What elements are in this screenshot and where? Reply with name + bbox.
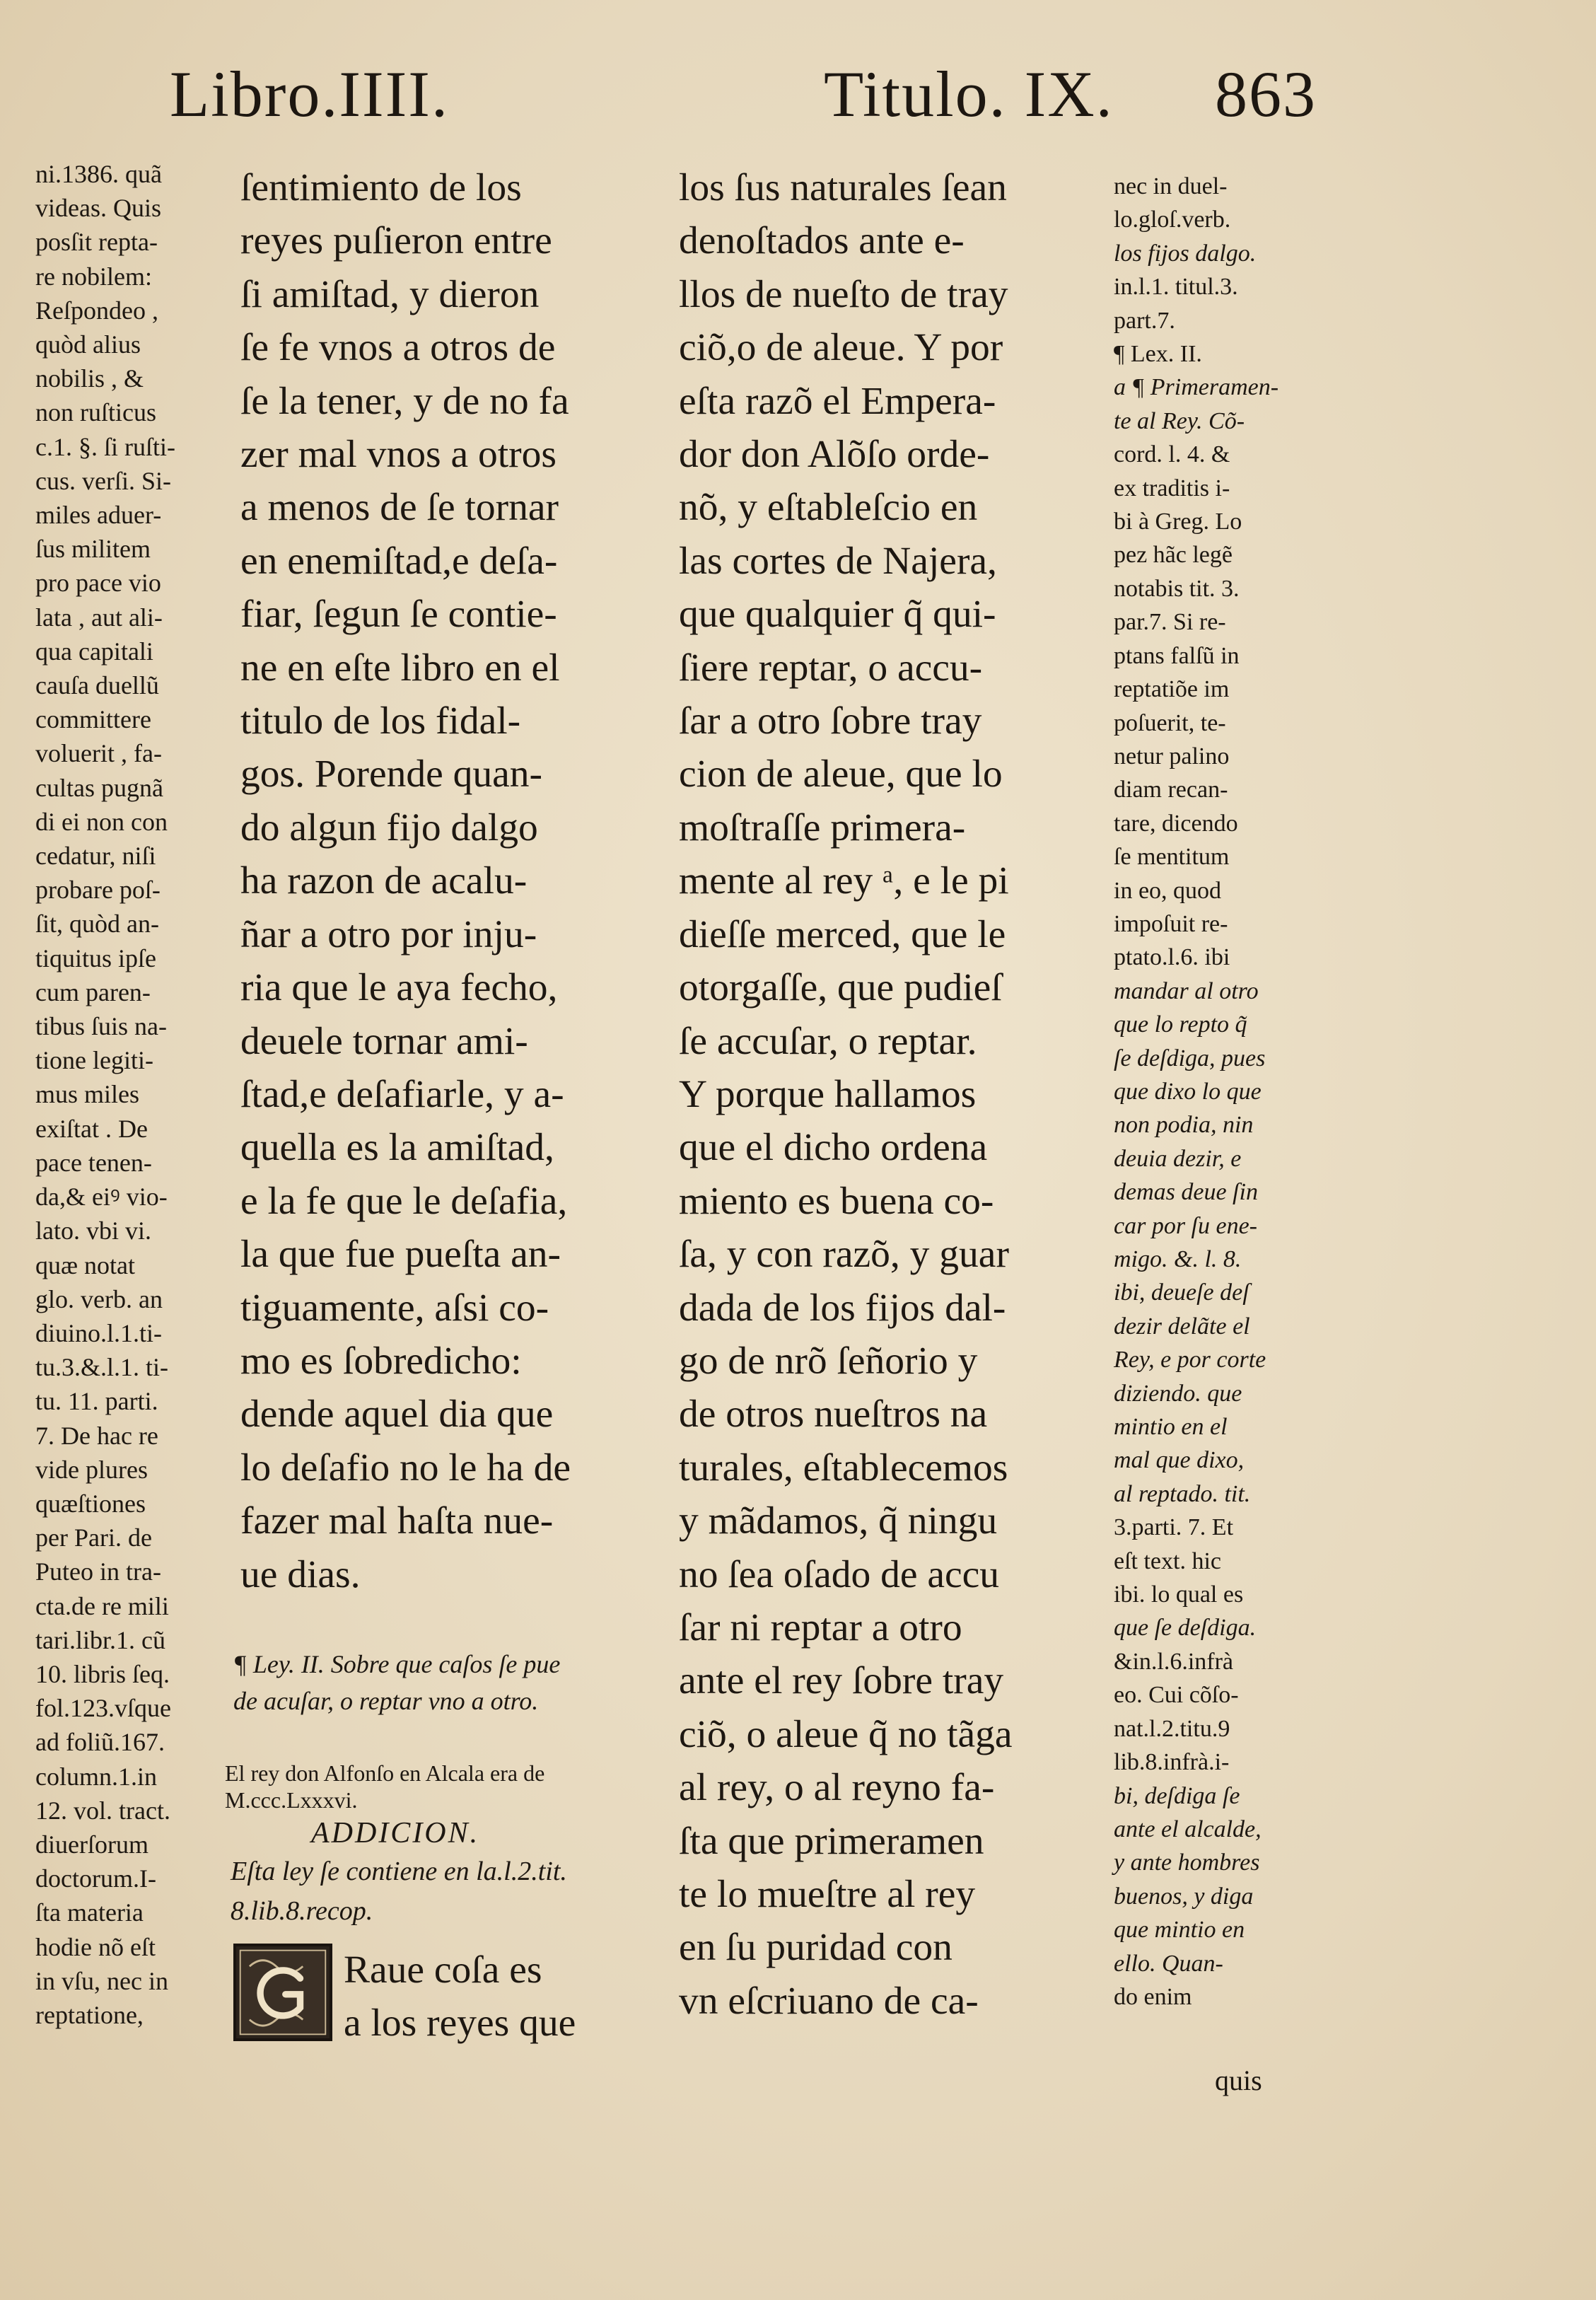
margin-gloss-line: ſit, quòd an- (35, 910, 159, 939)
margin-gloss-line: mus miles (35, 1080, 140, 1109)
margin-gloss-line: cum paren- (35, 977, 151, 1006)
margin-gloss-line: eſt text. hic (1114, 1547, 1222, 1574)
margin-gloss-line: tu. 11. parti. (35, 1387, 158, 1416)
margin-gloss-line: tari.libr.1. cũ (35, 1625, 165, 1654)
margin-gloss-line: posſit repta- (35, 228, 158, 257)
law-heading-line-2: de acuſar, o reptar vno a otro. (233, 1687, 539, 1715)
margin-gloss-line: ad foliũ.167. (35, 1728, 165, 1757)
margin-gloss-line: ptato.l.6. ibi (1114, 944, 1230, 971)
margin-gloss-line: per Pari. de (35, 1523, 152, 1552)
margin-gloss-line: qua capitali (35, 637, 153, 666)
text-line: tiguamente, aſsi co- (240, 1286, 549, 1330)
margin-gloss-line: bi, deſdiga ſe (1114, 1782, 1240, 1809)
text-line: zer mal vnos a otros (240, 433, 557, 477)
margin-gloss-line: in vſu, nec in (35, 1966, 168, 1995)
addicion-line-2: 8.lib.8.recop. (231, 1896, 373, 1926)
margin-gloss-line: committere (35, 705, 151, 734)
text-line: lo deſafio no le ha de (240, 1446, 571, 1489)
text-line: ſa, y con razõ, y guar (679, 1233, 1009, 1277)
margin-gloss-line: part.7. (1114, 307, 1175, 334)
margin-gloss-line: exiſtat . De (35, 1114, 148, 1143)
margin-gloss-line: videas. Quis (35, 194, 161, 223)
text-line: a menos de ſe tornar (240, 486, 559, 530)
text-line: ſentimiento de los (240, 166, 522, 209)
main-column-2 (679, 161, 1103, 2028)
margin-gloss-line: mal que dixo, (1114, 1447, 1245, 1474)
text-line: ſe la tener, y de no fa (240, 379, 569, 423)
text-line: que el dicho ordena (679, 1126, 988, 1170)
text-line: ciõ,o de aleue. Y por (679, 326, 1003, 370)
margin-gloss-line: ibi, deueſe deſ (1114, 1279, 1250, 1306)
margin-gloss-line: da,& eiꝰ vio- (35, 1183, 168, 1212)
addicion-line-1: Eſta ley ſe contiene en la.l.2.tit. (231, 1857, 567, 1886)
text-line: titulo de los fidal- (240, 699, 521, 743)
margin-gloss-line: glo. verb. an (35, 1284, 163, 1313)
text-line: quella es la amiſtad, (240, 1126, 554, 1170)
margin-gloss-line: ¶ Lex. II. (1114, 341, 1202, 368)
text-line: de otros nueſtros na (679, 1393, 988, 1436)
text-line: mo es ſobredicho: (240, 1339, 522, 1383)
margin-gloss-line: impoſuit re- (1114, 910, 1228, 937)
margin-gloss-line: que ſe deſdiga. (1114, 1615, 1257, 1642)
text-line: moſtraſſe primera- (679, 806, 966, 849)
margin-gloss-line: lato. vbi vi. (35, 1216, 151, 1245)
margin-gloss-line: que dixo lo que (1114, 1078, 1262, 1105)
text-line: vn eſcriuano de ca- (679, 1979, 979, 2023)
text-line: no ſea oſado de accu (679, 1552, 1000, 1596)
margin-gloss-line: ſus militem (35, 535, 151, 564)
margin-gloss-line: do enim (1114, 1983, 1192, 2010)
running-head-book: Libro.IIII. (170, 58, 449, 130)
text-line: dende aquel dia que (240, 1393, 554, 1436)
margin-gloss-line: lo.gloſ.verb. (1114, 207, 1231, 233)
margin-gloss-line: al reptado. tit. (1114, 1480, 1251, 1507)
text-line: las cortes de Najera, (679, 539, 997, 583)
margin-gloss-line: tare, dicendo (1114, 810, 1238, 837)
margin-gloss-line: que mintio en (1114, 1917, 1245, 1944)
margin-gloss-line: voluerit , fa- (35, 739, 162, 768)
margin-gloss-line: cus. verſi. Si- (35, 466, 171, 495)
text-line: y mãdamos, q̃ ningu (679, 1499, 998, 1543)
margin-gloss-line: demas deue ſin (1114, 1179, 1258, 1206)
text-line: ſe fe vnos a otros de (240, 326, 556, 370)
text-line: do algun fijo dalgo (240, 806, 538, 849)
text-line: nõ, y eſtableſcio en (679, 486, 978, 530)
text-line: al rey, o al reyno fa- (679, 1766, 995, 1810)
margin-gloss-line: nec in duel- (1114, 173, 1228, 199)
margin-gloss-line: quæſtiones (35, 1489, 146, 1518)
margin-gloss-line: ſta materia (35, 1898, 144, 1927)
margin-gloss-line: ello. Quan- (1114, 1950, 1223, 1977)
addicion-title: ADDICION. (311, 1817, 480, 1849)
margin-gloss-line: diuino.l.1.ti- (35, 1318, 162, 1347)
margin-gloss-line: cedatur, niſi (35, 842, 156, 871)
margin-gloss-line: vide plures (35, 1455, 148, 1484)
margin-gloss-line: lata , aut ali- (35, 603, 163, 632)
text-line: ſi amiſtad, y dieron (240, 272, 540, 316)
margin-gloss-line: Rey, e por corte (1114, 1347, 1266, 1373)
margin-gloss-line: non podia, nin (1114, 1112, 1254, 1139)
text-line: te lo mueſtre al rey (679, 1873, 976, 1916)
margin-gloss-line: pro pace vio (35, 569, 161, 598)
text-line: llos de nueſto de tray (679, 272, 1008, 316)
margin-gloss-line: los fijos dalgo. (1114, 240, 1257, 267)
margin-gloss-line: cord. l. 4. & (1114, 441, 1230, 468)
margin-gloss-line: probare poſ- (35, 876, 161, 905)
text-line: en ſu puridad con (679, 1926, 953, 1970)
text-line: dor don Alõſo orde- (679, 433, 990, 477)
text-line: eſta razõ el Empera- (679, 379, 996, 423)
text-line: gos. Porende quan- (240, 753, 542, 796)
margin-gloss-line: diziendo. que (1114, 1380, 1242, 1407)
margin-gloss-line: re nobilem: (35, 262, 152, 291)
margin-gloss-line: pez hãc legẽ (1114, 542, 1233, 569)
margin-gloss-line: dezir delãte el (1114, 1313, 1250, 1340)
text-line: ſiere reptar, o accu- (679, 646, 983, 690)
text-line: cion de aleue, que lo (679, 753, 1003, 796)
margin-gloss-line: nobilis , & (35, 364, 144, 393)
text-line: ciõ, o aleue q̃ no tãga (679, 1712, 1013, 1756)
margin-gloss-line: cta.de re mili (35, 1591, 169, 1620)
margin-gloss-line: mintio en el (1114, 1414, 1228, 1441)
margin-gloss-line: deuia dezir, e (1114, 1145, 1242, 1172)
margin-gloss-line: tione legiti- (35, 1046, 153, 1075)
text-line: en enemiſtad,e deſa- (240, 539, 558, 583)
text-line: miento es buena co- (679, 1179, 994, 1223)
margin-gloss-line: poſuerit, te- (1114, 709, 1226, 736)
margin-gloss-line: di ei non con (35, 807, 168, 836)
folio-number: 863 (1215, 58, 1317, 130)
margin-gloss-line: fol.123.vſque (35, 1694, 171, 1723)
margin-gloss-line: miles aduer- (35, 501, 162, 530)
text-line: ñar a otro por inju- (240, 912, 537, 956)
margin-gloss-line: ptans falſũ in (1114, 642, 1240, 669)
margin-gloss-line: 7. De hac re (35, 1421, 158, 1450)
margin-gloss-line: migo. &. l. 8. (1114, 1246, 1242, 1272)
margin-gloss-line: in.l.1. titul.3. (1114, 274, 1238, 301)
margin-gloss-line: diam recan- (1114, 777, 1228, 803)
law-heading-line-1: ¶ Ley. II. Sobre que caſos ſe pue (233, 1650, 561, 1678)
right-margin-gloss (1114, 170, 1326, 2014)
text-line: los ſus naturales ſean (679, 166, 1007, 209)
text-line: ne en eſte libro en el (240, 646, 560, 690)
margin-gloss-line: Puteo in tra- (35, 1557, 161, 1586)
margin-gloss-line: ante el alcalde, (1114, 1816, 1262, 1842)
text-line: ſtad,e deſafiarle, y a- (240, 1072, 564, 1116)
text-line: dieſſe merced, que le (679, 912, 1006, 956)
margin-gloss-line: notabis tit. 3. (1114, 575, 1240, 602)
margin-gloss-line: pace tenen- (35, 1148, 152, 1177)
text-line: fiar, ſegun ſe contie- (240, 593, 557, 637)
text-line: ſar ni reptar a otro (679, 1605, 962, 1649)
margin-gloss-line: y ante hombres (1114, 1849, 1260, 1876)
law-source-line-2: M.ccc.Lxxxvi. (225, 1787, 358, 1813)
margin-gloss-line: quæ notat (35, 1250, 135, 1279)
margin-gloss-line: 10. libris ſeq. (35, 1659, 170, 1688)
text-line: denoſtados ante e- (679, 219, 965, 263)
margin-gloss-line: &in.l.6.infrà (1114, 1648, 1234, 1675)
margin-gloss-line: mandar al otro (1114, 977, 1259, 1004)
text-line: ſar a otro ſobre tray (679, 699, 982, 743)
margin-gloss-line: bi à Greg. Lo (1114, 509, 1242, 535)
margin-gloss-line: par.7. Si re- (1114, 609, 1226, 636)
text-line: ante el rey ſobre tray (679, 1659, 1004, 1703)
margin-gloss-line: cauſa duellũ (35, 671, 159, 700)
margin-gloss-line: hodie nõ eſt (35, 1932, 156, 1961)
margin-gloss-line: reptatione, (35, 2000, 144, 2029)
margin-gloss-line: lib.8.infrà.i- (1114, 1749, 1230, 1776)
decorated-initial-g-icon (233, 1944, 332, 2041)
margin-gloss-line: ni.1386. quã (35, 160, 162, 188)
margin-gloss-line: 12. vol. tract. (35, 1796, 170, 1825)
margin-gloss-line: diuerſorum (35, 1830, 148, 1859)
text-line: turales, eſtablecemos (679, 1446, 1008, 1489)
margin-gloss-line: que lo repto q̃ (1114, 1011, 1247, 1038)
margin-gloss-line: cultas pugnã (35, 773, 163, 802)
margin-gloss-line: in eo, quod (1114, 877, 1222, 904)
opening-line-1: Raue coſa es (344, 1948, 542, 1992)
left-margin-gloss (35, 157, 219, 2032)
law-source-line-1: El rey don Alfonſo en Alcala era de (225, 1760, 545, 1786)
margin-gloss-line: ex traditis i- (1114, 475, 1230, 501)
main-column-1 (240, 161, 658, 1601)
text-line: otorgaſſe, que pudieſ (679, 966, 1002, 1010)
text-line: la que fue pueſta an- (240, 1233, 561, 1277)
text-line: ria que le aya fecho, (240, 966, 558, 1010)
text-line: que qualquier q̃ qui- (679, 593, 996, 637)
margin-gloss-line: eo. Cui cõſo- (1114, 1682, 1239, 1709)
text-line: ſe accuſar, o reptar. (679, 1019, 977, 1063)
text-line: ha razon de acalu- (240, 859, 528, 903)
margin-gloss-line: quòd alius (35, 330, 141, 359)
margin-gloss-line: netur palino (1114, 743, 1230, 769)
text-line: Y porque hallamos (679, 1072, 977, 1116)
margin-gloss-line: a ¶ Primeramen- (1114, 374, 1279, 401)
text-line: reyes puſieron entre (240, 219, 552, 263)
margin-gloss-line: car por ſu ene- (1114, 1212, 1258, 1239)
margin-gloss-line: non ruſticus (35, 398, 156, 427)
text-line: fazer mal haſta nue- (240, 1499, 554, 1543)
margin-gloss-line: 3.parti. 7. Et (1114, 1514, 1234, 1541)
running-head-title: Titulo. IX. (824, 58, 1114, 130)
margin-gloss-line: ſe mentitum (1114, 844, 1230, 871)
margin-gloss-line: reptatiõe im (1114, 676, 1230, 703)
margin-gloss-line: c.1. §. ſi ruſti- (35, 432, 175, 461)
margin-gloss-line: ibi. lo qual es (1114, 1581, 1244, 1608)
text-line: mente al rey ᵃ, e le pi (679, 859, 1009, 903)
text-line: ſta que primeramen (679, 1819, 984, 1863)
margin-gloss-line: doctorum.I- (35, 1864, 156, 1893)
margin-gloss-line: tu.3.&.l.1. ti- (35, 1353, 168, 1382)
text-line: e la fe que le deſafia, (240, 1179, 568, 1223)
text-line: dada de los fijos dal- (679, 1286, 1006, 1330)
margin-gloss-line: column.1.in (35, 1762, 157, 1791)
opening-line-2: a los reyes que (344, 2002, 576, 2045)
margin-gloss-line: tibus ſuis na- (35, 1012, 167, 1041)
catchword: quis (1215, 2064, 1262, 2096)
margin-gloss-line: tiquitus ipſe (35, 943, 156, 972)
margin-gloss-line: te al Rey. Cõ- (1114, 407, 1245, 434)
margin-gloss-line: Reſpondeo , (35, 296, 158, 325)
margin-gloss-line: buenos, y diga (1114, 1883, 1254, 1910)
text-line: go de nrõ ſeñorio y (679, 1339, 978, 1383)
text-line: deuele tornar ami- (240, 1019, 528, 1063)
margin-gloss-line: nat.l.2.titu.9 (1114, 1715, 1230, 1742)
text-line: ue dias. (240, 1552, 361, 1596)
margin-gloss-line: ſe deſdiga, pues (1114, 1045, 1266, 1071)
